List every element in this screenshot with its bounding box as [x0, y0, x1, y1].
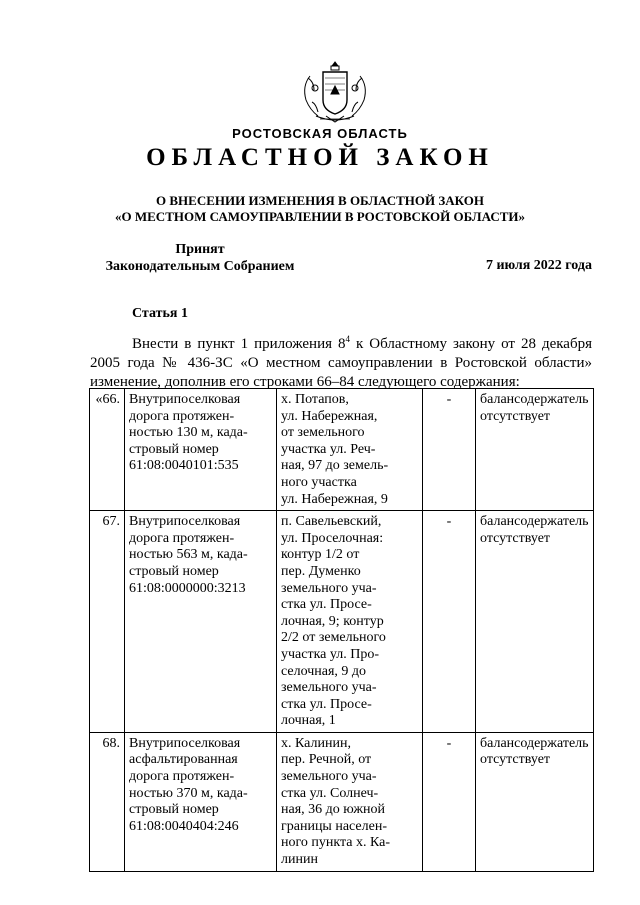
article-superscript: 4	[345, 334, 351, 344]
row-number: «66.	[90, 389, 125, 511]
table-row	[90, 511, 594, 733]
adoption-date: 7 июля 2022 года	[485, 258, 592, 273]
subtitle-line-1: О ВНЕСЕНИИ ИЗМЕНЕНИЯ В ОБЛАСТНОЙ ЗАКОН	[156, 193, 484, 208]
balance-holder: балансодержатель отсутствует	[476, 389, 594, 511]
region-name: РОСТОВСКАЯ ОБЛАСТЬ	[232, 126, 408, 141]
article-text	[90, 330, 592, 392]
empty-cell-dash: -	[423, 732, 476, 871]
road-location: х. Калинин, пер. Речной, от земельного уча- стка ул. Солнеч- ная, 36 до южной границы населен- ного пункта х. Ка- линин	[277, 732, 423, 871]
subtitle-line-2: «О МЕСТНОМ САМОУПРАВЛЕНИИ В РОСТОВСКОЙ ОБЛАСТИ»	[115, 209, 525, 224]
empty-cell-dash: -	[423, 389, 476, 511]
law-title: ОБЛАСТНОЙ ЗАКОН	[146, 144, 494, 171]
adoption-line-1: Принят	[175, 242, 225, 257]
adoption-block	[90, 241, 310, 275]
rostov-oblast-coat-of-arms-icon	[296, 58, 374, 126]
road-description: Внутрипоселковая асфальтированная дорога протяжен- ностью 370 м, када- стровый номер 61:08:0040404:246	[125, 732, 277, 871]
table-row	[90, 732, 594, 871]
row-number: 68.	[90, 732, 125, 871]
balance-holder: балансодержатель отсутствует	[476, 511, 594, 733]
adoption-line-2: Законодательным Собранием	[105, 259, 295, 274]
table-row	[90, 389, 594, 511]
road-location: х. Потапов, ул. Набережная, от земельного участка ул. Реч- ная, 97 до земель- ного участка ул. Набережная, 9	[277, 389, 423, 511]
row-number: 67.	[90, 511, 125, 733]
article-text-end: к Областному закону от 28 декабря 2005 года № 436-ЗС «О местном самоуправлении в Ростовской области» изменение, дополнив его строками 66–84 следующего содержания:	[90, 336, 592, 390]
balance-holder: балансодержатель отсутствует	[476, 732, 594, 871]
amendment-table	[89, 388, 594, 872]
road-description: Внутрипоселковая дорога протяжен- ностью 130 м, када- стровый номер 61:08:0040101:535	[125, 389, 277, 511]
article-title: Статья 1	[132, 306, 188, 321]
empty-cell-dash: -	[423, 511, 476, 733]
road-location: п. Савельевский, ул. Проселочная: контур 1/2 от пер. Думенко земельного уча- стка ул. Просе- лочная, 9; контур 2/2 от земельного участка ул. Про- селочная, 9 до земельного уча- стка ул. Просе- лочная, 1	[277, 511, 423, 733]
road-description: Внутрипоселковая дорога протяжен- ностью 563 м, када- стровый номер 61:08:0000000:3213	[125, 511, 277, 733]
article-text-start: Внести в пункт 1 приложения 8	[132, 336, 346, 352]
law-subtitle	[0, 193, 640, 225]
